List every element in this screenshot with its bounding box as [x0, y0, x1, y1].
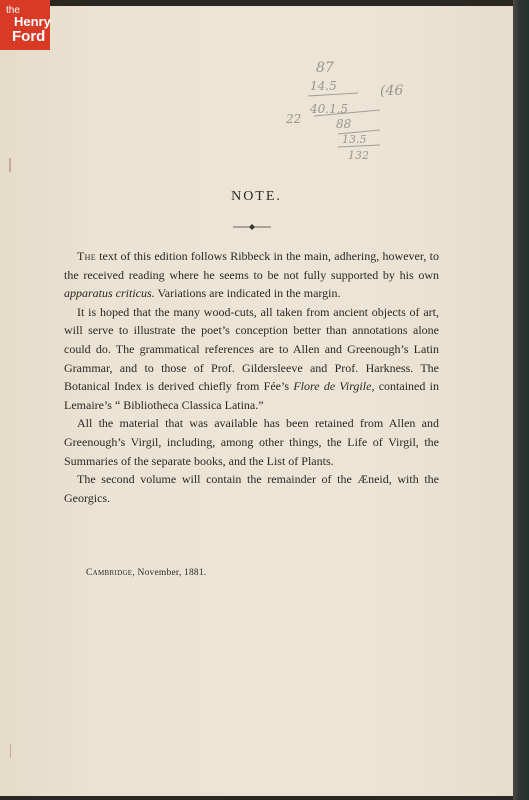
pencil-annotations-drawing [280, 50, 450, 175]
italic-phrase: apparatus criticus. [64, 286, 155, 301]
signoff-date: , November, 1881. [132, 568, 207, 578]
pencil-note: (46 [380, 83, 404, 99]
book-spine-edge [513, 0, 529, 800]
margin-mark [9, 158, 11, 172]
pencil-note: 132 [348, 149, 369, 162]
ornament-divider [233, 223, 271, 231]
paragraph-material: All the material that was available has been retained from Allen and Greenough’s Virgil, including, among other things, the Life of Virgil, the Summaries of the separate books, and the List of Plants. [64, 416, 439, 468]
paragraph-text: It is hoped that the many wood-cuts, all taken from ancient objects of art, will serve to illustrate the poet’s conception better than annotations alone could do. The grammatical references are to Allen and Greenough’s Latin Grammar, and to those of Prof. Gildersleeve and Prof. Harkness. The Botanical Index is derived chiefly from Fée’s [64, 304, 439, 394]
lead-word: The [77, 249, 96, 263]
logo-the-text: the [6, 5, 20, 16]
italic-phrase: Flore de Virgile [293, 379, 372, 394]
pencil-note: 13.5 [342, 133, 367, 146]
pencil-note: 22 [286, 112, 302, 126]
pencil-note: 40.1.5 [310, 102, 349, 116]
paragraph-edition-text [64, 247, 439, 303]
pencil-note: 14.5 [310, 79, 337, 93]
note-body [64, 247, 439, 507]
henry-ford-logo [0, 0, 50, 50]
signoff-place: Cambridge [86, 568, 133, 578]
paragraph-wood-cuts [64, 303, 439, 415]
pencil-note: 87 [316, 60, 334, 76]
margin-mark [10, 744, 11, 758]
paragraph-text: Variations are indicated in the margin. [154, 286, 341, 301]
logo-ford-text: Ford [12, 28, 46, 45]
place-date-signoff [86, 568, 206, 578]
pencil-note: 88 [336, 117, 352, 131]
pencil-annotations [280, 50, 450, 175]
paragraph-text: text of this edition follows Ribbeck in the main, adhering, however, to the received reading where he seems to be not fully supported by his own [64, 249, 439, 282]
page-title: NOTE. [231, 189, 282, 204]
logo-henry-text: Henry [14, 14, 51, 29]
paragraph-text: , contained in Lemaire’s “ Bibliotheca Classica Latina.” [64, 379, 440, 412]
paragraph-second-volume: The second volume will contain the remainder of the Æneid, with the Georgics. [64, 472, 439, 505]
